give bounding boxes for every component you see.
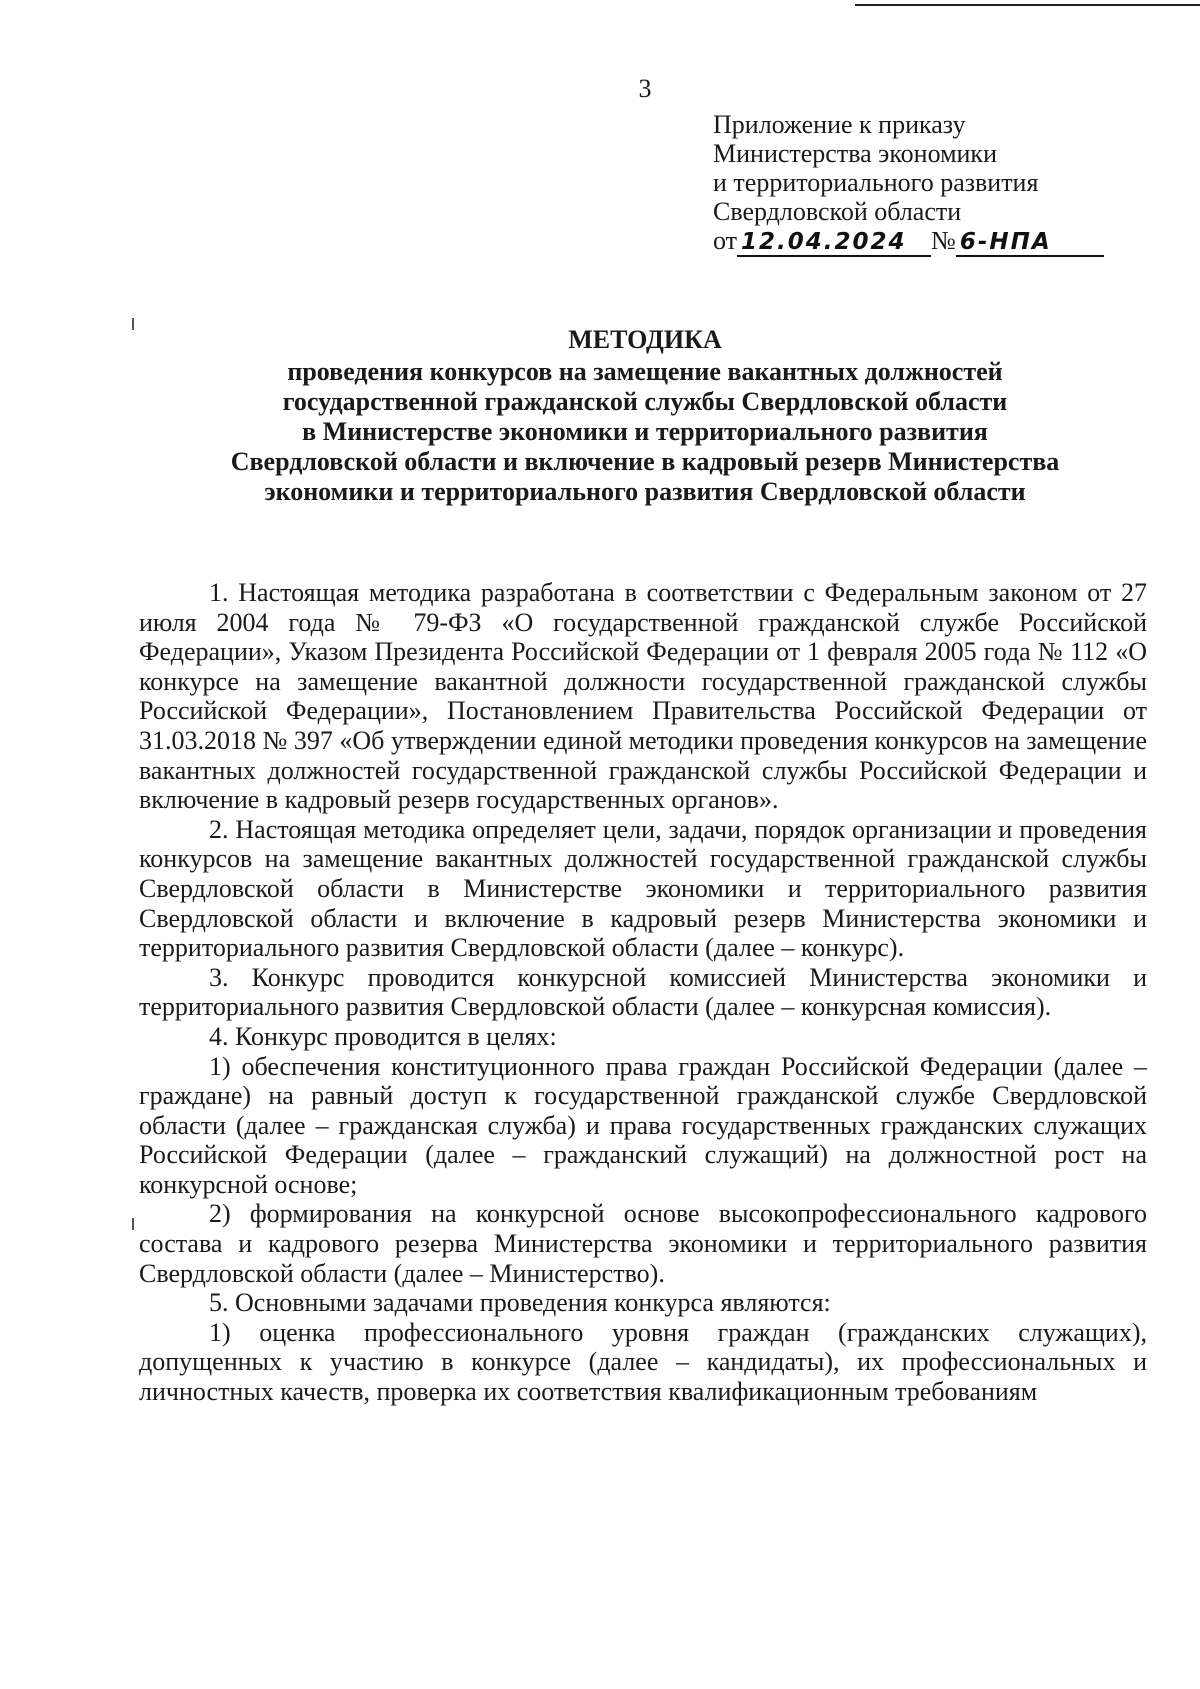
paragraph: 1) обеспечения конституционного права граждан Российской Федерации (далее – граждане) на равный доступ к государственной гражданской службе Свердловской области (далее – гражданская служба) и права государственных гражданских служащих Российской Федерации (далее – гражданский служащий) на должностной рост на конкурсной основе; [139,1051,1147,1199]
paragraph: 2) формирования на конкурсной основе высокопрофессионального кадрового состава и кадрового резерва Министерства экономики и территориального развития Свердловской области (далее – Министерство). [139,1199,1147,1288]
paragraph: 5. Основными задачами проведения конкурса являются: [209,1288,831,1318]
appendix-line: Свердловской области [713,197,962,226]
paragraph: 1. Настоящая методика разработана в соответствии с Федеральным законом от 27 июля 2004 года № 79-ФЗ «О государственной гражданской службе Российской Федерации», Указом Президента Российской Федерации от 1 февраля 2005 года № 112 «О конкурсе на замещение вакантной должности государственной гражданской службы Российской Федерации», Постановлением Правительства Российской Федерации от 31.03.2018 № 397 «Об утверждении единой методики проведения конкурсов на замещение вакантных должностей государственной гражданской службы Российской Федерации и включение в кадровый резерв государственных органов». [139,578,1147,815]
scan-margin-mark [132,1218,134,1230]
order-date-number-line [713,226,1104,257]
paragraph: 3. Конкурс проводится конкурсной комиссией Министерства экономики и территориального развития Свердловской области (далее – конкурсная комиссия). [139,962,1147,1022]
title-line: экономики и территориального развития Свердловской области [264,477,1026,506]
number-sign: № [931,226,956,255]
appendix-header [713,110,1104,257]
document-body [139,578,1147,1407]
title-line: проведения конкурсов на замещение вакантных должностей [287,357,1003,386]
appendix-line: Приложение к приказу [713,110,966,139]
from-label: от [713,226,738,255]
appendix-line: и территориального развития [713,168,1039,197]
handwritten-date: 12.04.2024 [737,229,931,257]
document-title [130,325,1160,507]
title-line: Свердловской области и включение в кадровый резерв Министерства [230,447,1060,476]
handwritten-order-number: 6-НПА [956,229,1104,257]
title-line: государственной гражданской службы Свердловской области [282,387,1008,416]
paragraph: 4. Конкурс проводится в целях: [209,1021,557,1051]
scan-margin-mark [132,318,134,330]
page-number: 3 [638,74,652,103]
paragraph: 1) оценка профессионального уровня граждан (гражданских служащих), допущенных к участию в конкурсе (далее – кандидаты), их профессиональных и личностных качеств, проверка их соответствия квалификационным требованиям [139,1317,1147,1407]
scan-edge-line [855,4,1200,6]
paragraph: 2. Настоящая методика определяет цели, задачи, порядок организации и проведения конкурсов на замещение вакантных должностей государственной гражданской службы Свердловской области в Министерстве экономики и территориального развития Свердловской области и включение в кадровый резерв Министерства экономики и территориального развития Свердловской области (далее – конкурс). [139,814,1147,963]
appendix-line: Министерства экономики [713,139,997,168]
title-main: МЕТОДИКА [568,325,722,354]
title-line: в Министерстве экономики и территориального развития [302,417,988,446]
